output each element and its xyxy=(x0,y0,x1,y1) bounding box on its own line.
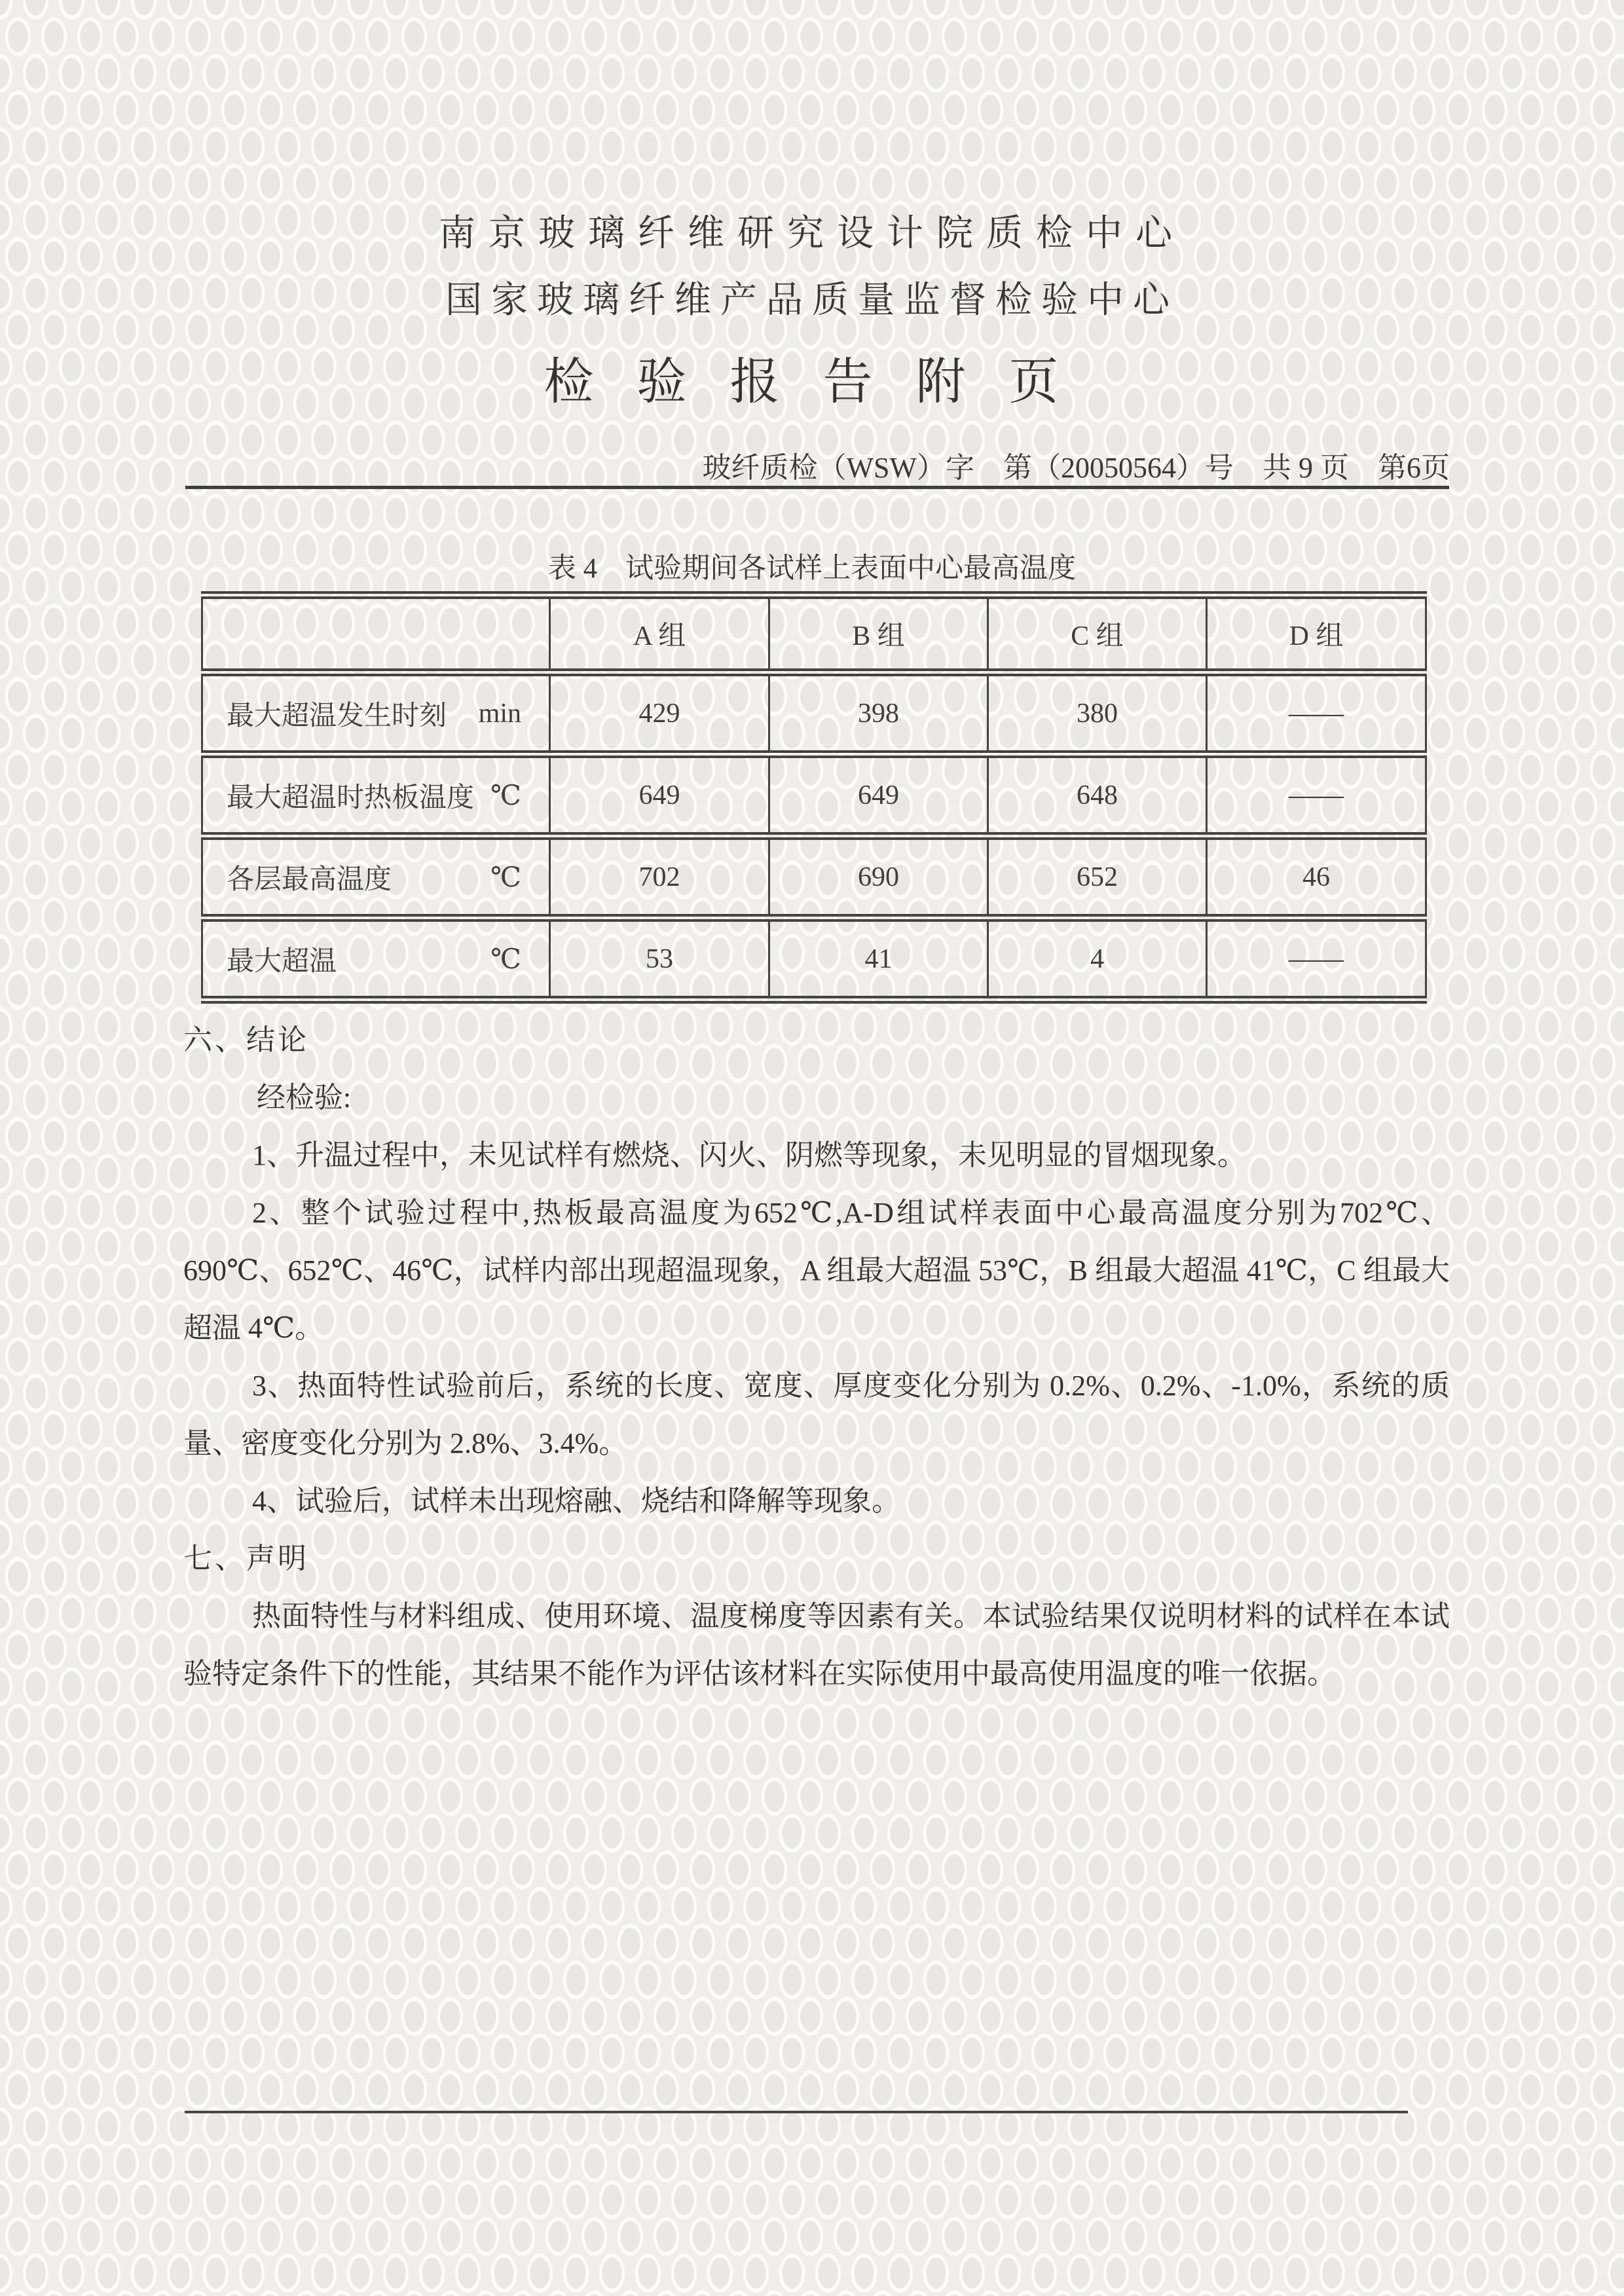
cell-value: —— xyxy=(1207,754,1426,836)
row-unit: ℃ xyxy=(490,944,521,975)
page-title: 检验报告附页 xyxy=(544,355,1102,410)
cell-value: 398 xyxy=(769,672,988,754)
cell-value: 649 xyxy=(550,754,769,836)
cell-value: 4 xyxy=(988,918,1207,1000)
report-reference-number: 玻纤质检（WSW）字 第（20050564）号 共 9 页 第6页 xyxy=(702,452,1450,484)
cell-value: —— xyxy=(1207,672,1426,754)
cell-value: 429 xyxy=(550,672,769,754)
row-label: 各层最高温度 xyxy=(227,864,392,895)
conclusion-item-2: 2、整个试验过程中,热板最高温度为652℃,A-D组试样表面中心最高温度分别为702℃、690℃、652℃、46℃，试样内部出现超温现象，A 组最大超温 53℃，B 组最大超温 41℃，C 组最大超温 4℃。 xyxy=(183,1197,1450,1344)
row-unit: min xyxy=(478,698,521,729)
conclusion-heading: 六、结论 xyxy=(183,1024,309,1056)
row-label-cell xyxy=(202,836,550,918)
statement-text: 热面特性与材料组成、使用环境、温度梯度等因素有关。本试验结果仅说明材料的试样在本试验特定条件下的性能，其结果不能作为评估该材料在实际使用中最高使用温度的唯一依据。 xyxy=(183,1600,1450,1690)
table-row xyxy=(202,918,1426,1000)
row-unit: ℃ xyxy=(490,780,521,811)
cell-value: 652 xyxy=(988,836,1207,918)
cell-value: 648 xyxy=(988,754,1207,836)
table-caption: 表 4 试验期间各试样上表面中心最高温度 xyxy=(547,553,1077,584)
conclusion-intro: 经检验: xyxy=(257,1082,352,1114)
table-row xyxy=(202,672,1426,754)
cell-value: 41 xyxy=(769,918,988,1000)
table-header-group-c: C 组 xyxy=(988,595,1207,672)
cell-value: 380 xyxy=(988,672,1207,754)
row-label-cell xyxy=(202,672,550,754)
row-unit: ℃ xyxy=(490,862,521,893)
table-row xyxy=(202,754,1426,836)
cell-value: —— xyxy=(1207,918,1426,1000)
cell-value: 53 xyxy=(550,918,769,1000)
row-label: 最大超温 xyxy=(227,946,337,977)
table-header-row xyxy=(202,595,1426,672)
org-name-line1: 南京玻璃纤维研究设计院质检中心 xyxy=(439,213,1185,254)
header-divider xyxy=(185,486,1449,489)
row-label: 最大超温发生时刻 xyxy=(227,701,447,731)
footer-divider xyxy=(185,2111,1408,2113)
table-header-empty-cell xyxy=(202,595,550,672)
org-name-line2: 国家玻璃纤维产品质量监督检验中心 xyxy=(445,280,1179,321)
cell-value: 649 xyxy=(769,754,988,836)
table-row xyxy=(202,836,1426,918)
conclusion-item-3: 3、热面特性试验前后，系统的长度、宽度、厚度变化分别为 0.2%、0.2%、-1.0%，系统的质量、密度变化分别为 2.8%、3.4%。 xyxy=(183,1370,1450,1459)
cell-value: 702 xyxy=(550,836,769,918)
table-4-max-surface-temperature xyxy=(201,591,1427,1004)
conclusion-item-4: 4、试验后，试样未出现熔融、烧结和降解等现象。 xyxy=(252,1485,900,1517)
cell-value: 46 xyxy=(1207,836,1426,918)
table-header-group-b: B 组 xyxy=(769,595,988,672)
statement-heading: 七、声明 xyxy=(183,1542,309,1575)
cell-value: 690 xyxy=(769,836,988,918)
table-header-group-a: A 组 xyxy=(550,595,769,672)
report-body-text xyxy=(183,1011,1450,1703)
row-label: 最大超温时热板温度 xyxy=(227,782,475,813)
conclusion-item-1: 1、升温过程中，未见试样有燃烧、闪火、阴燃等现象，未见明显的冒烟现象。 xyxy=(252,1139,1246,1171)
row-label-cell xyxy=(202,918,550,1000)
row-label-cell xyxy=(202,754,550,836)
table-header-group-d: D 组 xyxy=(1207,595,1426,672)
